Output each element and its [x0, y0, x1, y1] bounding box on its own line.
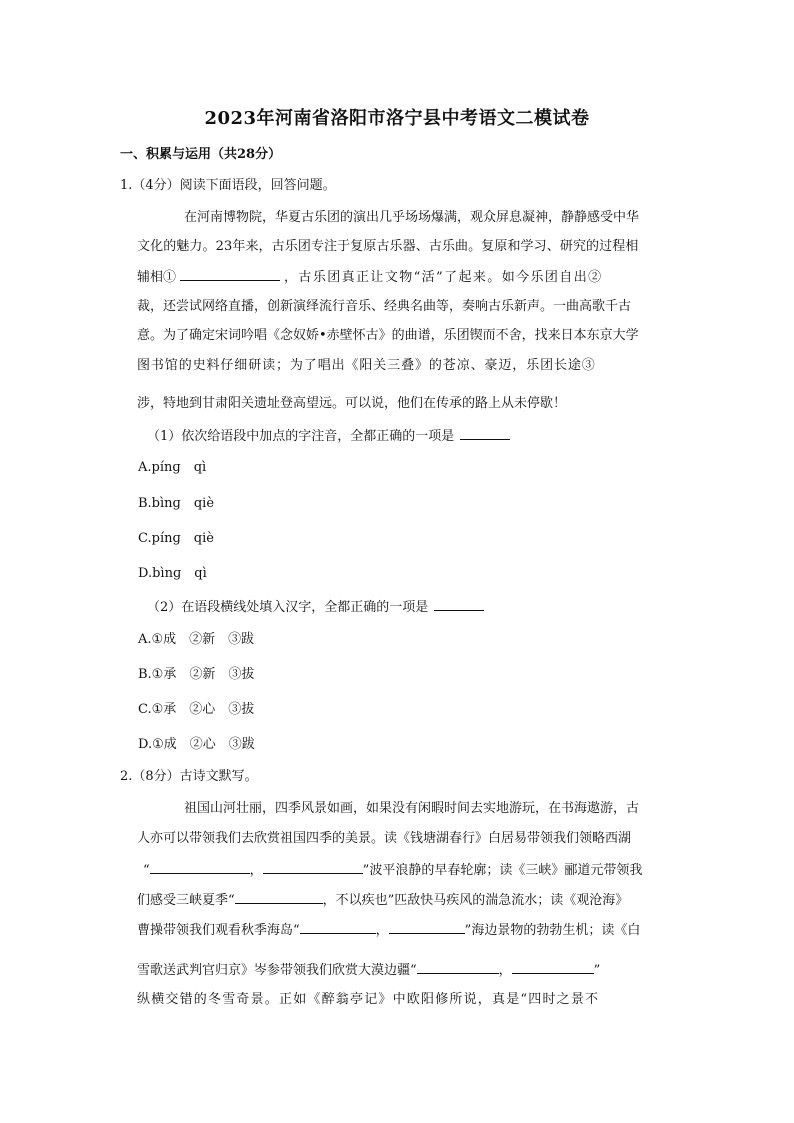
option-c[interactable]: C.pínɡ qiè [138, 531, 214, 546]
answer-blank[interactable] [150, 859, 250, 874]
q1-paragraph-line: 图书馆的史料仔细研读；为了唱出《阳关三叠》的苍凉、豪迈，乐团长途③ [137, 358, 596, 373]
q2-paragraph-line [143, 859, 642, 881]
answer-blank[interactable] [512, 959, 594, 974]
q2-line-text: ”海边景物的勃勃生机；读《白 [464, 923, 641, 938]
q2-paragraph-line: 人亦可以带领我们去欣赏祖国四季的美景。读《钱塘湖春行》白居易带领我们领略西湖 [137, 831, 632, 846]
q2-paragraph-line [137, 889, 628, 911]
question-1-heading: 1.（4分）阅读下面语段，回答问题。 [120, 178, 336, 193]
answer-blank[interactable] [300, 919, 376, 934]
sub1-prompt-text: （1）依次给语段中加点的字注音，全都正确的一项是 [147, 429, 455, 444]
answer-blank[interactable] [263, 859, 363, 874]
q1-line-text: ，古乐团真正让文物“活”了起来。如今乐团自出② [284, 270, 603, 285]
option-a[interactable]: A.pínɡ qì [138, 460, 207, 475]
section-heading: 一、积累与运用（共28分） [120, 147, 282, 162]
q2-line-text: ” [593, 963, 601, 978]
q2-line-text: 雪歌送武判官归京》岑参带领我们欣赏大漠边疆“ [137, 963, 417, 978]
q1-line-text: 辅相① [137, 270, 177, 285]
sub2-prompt-text: （2）在语段横线处填入汉字，全都正确的一项是 [147, 600, 429, 615]
q2-paragraph-line [137, 959, 600, 981]
q2-line-text: ， [249, 863, 263, 878]
q2-line-text: ， [375, 923, 389, 938]
q1-paragraph-line: 意。为了确定宋词吟唱《念奴娇•赤壁怀古》的曲谱，乐团锲而不舍，找来日本东京大学 [137, 328, 639, 343]
exam-title: 2023年河南省洛阳市洛宁县中考语文二模试卷 [204, 108, 590, 129]
q1-sub1-prompt [147, 425, 510, 447]
q1-paragraph-line: 裁，还尝试网络直播，创新演绎流行音乐、经典名曲等，奏响古乐新声。一曲高歌千古 [137, 299, 632, 314]
option-b[interactable]: B.bìnɡ qiè [138, 496, 215, 511]
answer-blank-sub1[interactable] [460, 425, 510, 440]
option-b[interactable]: B.①承 ②新 ③拔 [138, 667, 255, 682]
q2-line-text: 们感受三峡夏季“ [137, 893, 235, 908]
q1-paragraph-line: 涉，特地到甘肃阳关遗址登高望远。可以说，他们在传承的路上从未停歇！ [137, 396, 567, 411]
answer-blank-sub2[interactable] [434, 596, 484, 611]
q2-paragraph-line: 祖国山河壮丽，四季风景如画，如果没有闲暇时间去实地游玩，在书海遨游，古 [184, 801, 640, 816]
question-2-heading: 2.（8分）古诗文默写。 [120, 769, 258, 784]
answer-blank[interactable] [235, 889, 323, 904]
answer-blank[interactable] [389, 919, 465, 934]
answer-blank-1[interactable] [180, 266, 280, 281]
option-d[interactable]: D.bìnɡ qì [138, 566, 207, 581]
q2-line-text: “ [143, 863, 150, 878]
q1-paragraph-line: 文化的魅力。23年来，古乐团专注于复原古乐器、古乐曲。复原和学习、研究的过程相 [137, 239, 639, 254]
q2-line-text: ”波平浪静的早春轮廓；读《三峡》郦道元带领我 [362, 863, 643, 878]
q2-paragraph-line: 纵横交错的冬雪奇景。正如《醉翁亭记》中欧阳修所说，真是“四时之景不 [137, 992, 600, 1007]
option-d[interactable]: D.①成 ②心 ③跋 [138, 737, 255, 752]
q1-paragraph-line: 在河南博物院，华夏古乐团的演出几乎场场爆满，观众屏息凝神，静静感受中华 [184, 210, 640, 225]
q2-line-text: ， [498, 963, 512, 978]
q2-line-text: 曹操带领我们观看秋季海岛“ [137, 923, 300, 938]
option-c[interactable]: C.①承 ②心 ③拔 [138, 702, 255, 717]
q2-paragraph-line [137, 919, 640, 941]
q1-paragraph-line [137, 266, 603, 288]
option-a[interactable]: A.①成 ②新 ③跋 [138, 632, 255, 647]
answer-blank[interactable] [417, 959, 499, 974]
q2-line-text: ，不以疾也”匹敌快马疾风的湍急流水；读《观沧海》 [322, 893, 629, 908]
q1-sub2-prompt [147, 596, 484, 618]
